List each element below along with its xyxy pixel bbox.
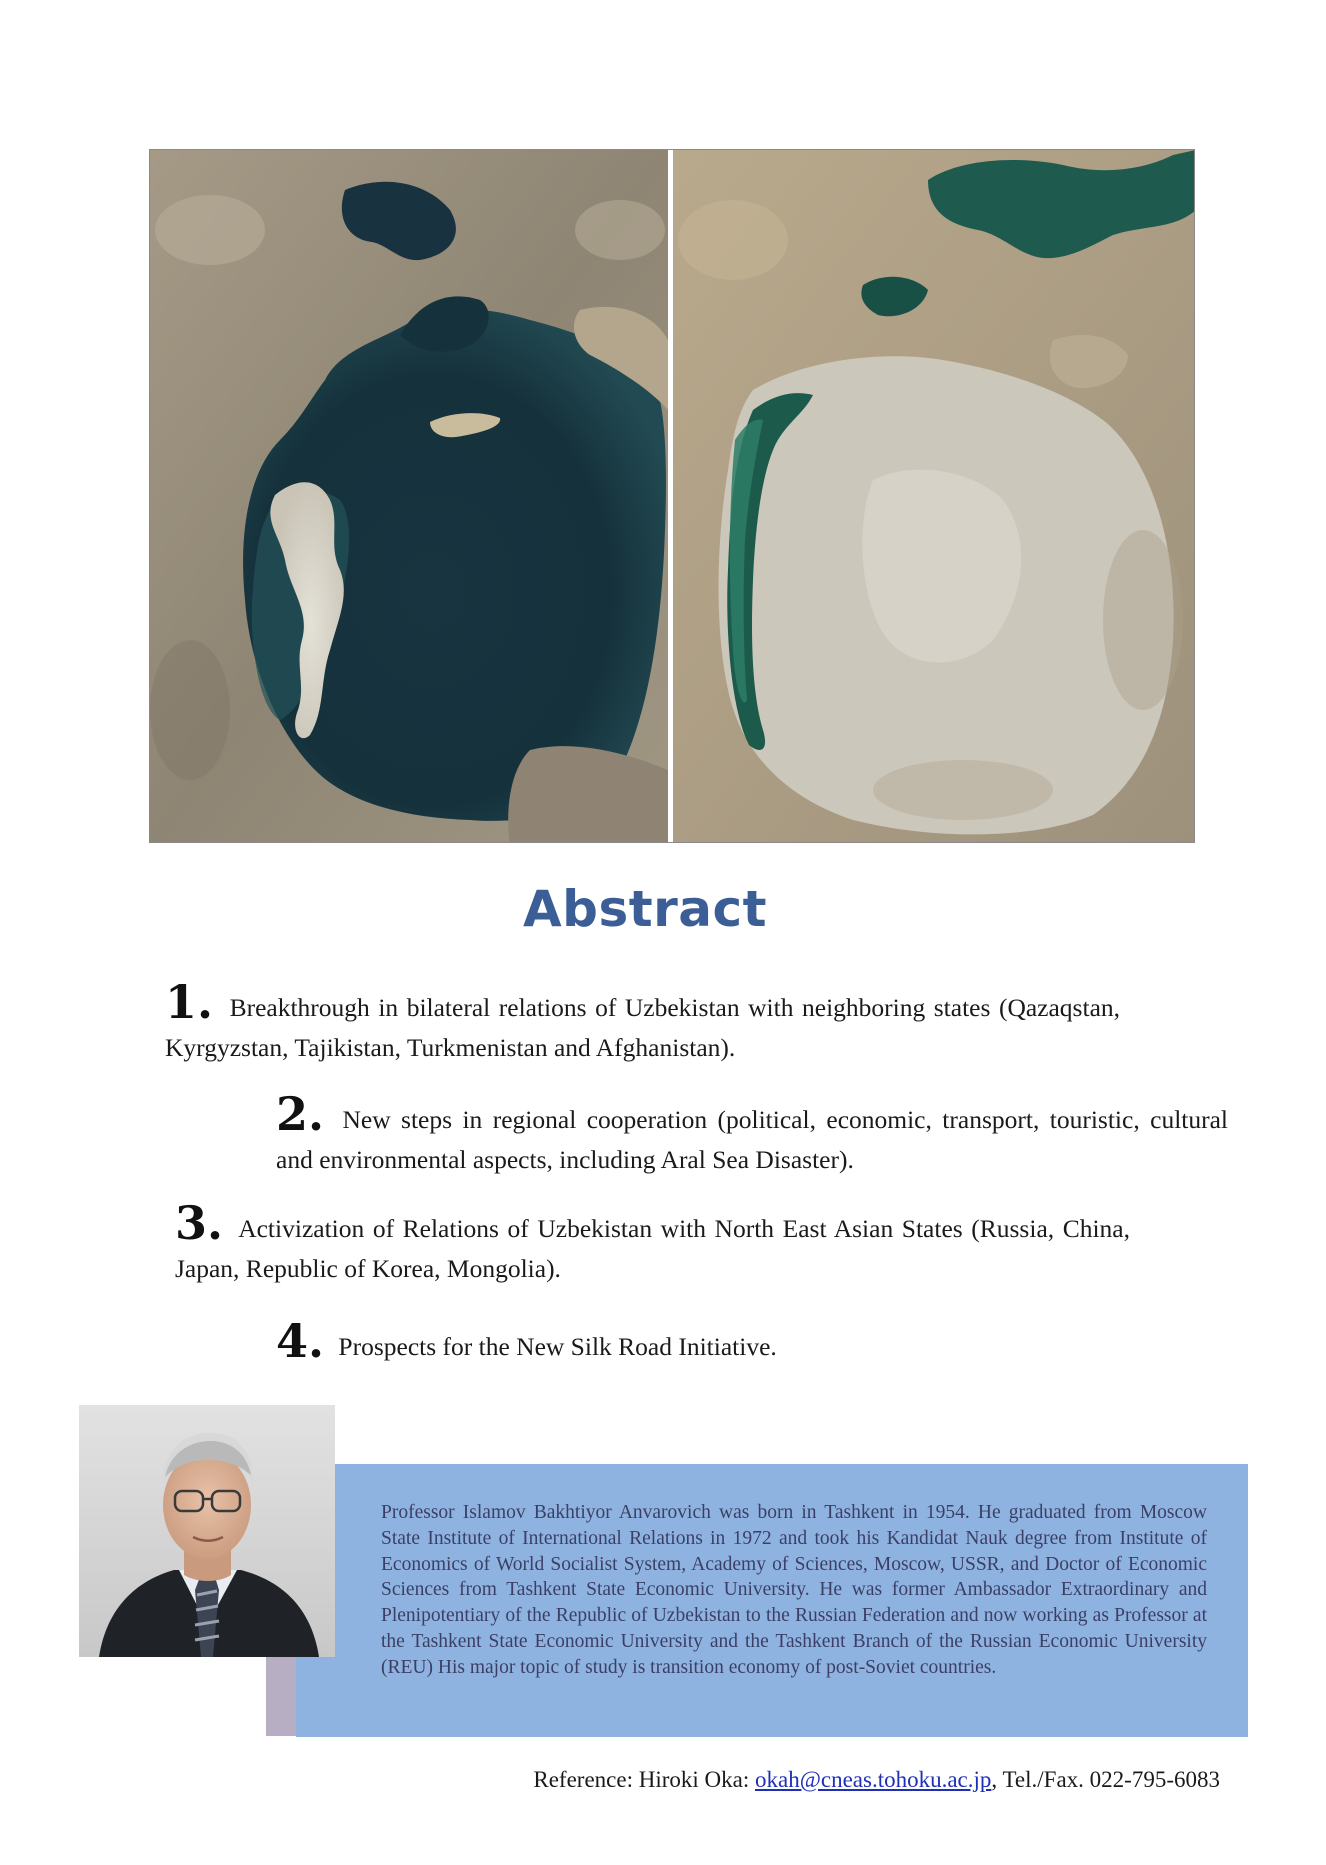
point-text: Prospects for the New Silk Road Initiative. [338,1332,777,1361]
point-number: 1. [165,975,214,1029]
reference-line [0,1767,1220,1793]
point-number: 3. [175,1196,224,1250]
professor-portrait [79,1405,335,1657]
biography-text: Professor Islamov Bakhtiyor Anvarovich was born in Tashkent in 1954. He graduated from Moscow State Institute of International Relations in 1972 and took his Kandidat Nauk degree from Institute of Economics of World Socialist System, Academy of Sciences, Moscow, USSR, and Doctor of Economic Sciences from Tashkent State Economic University. He was former Ambassador Extraordinary and Plenipotentiary of the Republic of Uzbekistan to the Russian Federation and now working as Professor at the Tashkent State Economic University and the Tashkent Branch of the Russian Economic University (REU) His major topic of study is transition economy of post-Soviet countries. [381,1502,1207,1678]
reference-email-link[interactable]: okah@cneas.tohoku.ac.jp [754,1767,992,1792]
point-text: Breakthrough in bilateral relations of Uzbekistan with neighboring states (Qazaqstan, Kyrgyzstan, Tajikistan, Turkmenistan and Afghanistan). [165,993,1121,1062]
abstract-point-3 [175,1196,1130,1289]
aral-sea-satellite-image [149,149,1195,843]
point-text: New steps in regional cooperation (political, economic, transport, touristic, cultural and environmental aspects, including Aral Sea Disaster). [276,1105,1229,1174]
reference-prefix: Reference: Hiroki Oka: [533,1767,755,1792]
abstract-point-4 [276,1314,1176,1368]
abstract-point-1 [165,975,1121,1068]
satellite-right-panel [673,150,1195,843]
point-number: 4. [276,1314,325,1368]
point-text: Activization of Relations of Uzbekistan with North East Asian States (Russia, China, Japan, Republic of Korea, Mongolia). [175,1214,1130,1283]
satellite-left-panel [150,150,668,843]
abstract-point-2 [276,1087,1229,1180]
reference-suffix: , Tel./Fax. 022-795-6083 [991,1767,1220,1792]
point-number: 2. [276,1087,325,1141]
abstract-heading: Abstract [522,880,768,938]
